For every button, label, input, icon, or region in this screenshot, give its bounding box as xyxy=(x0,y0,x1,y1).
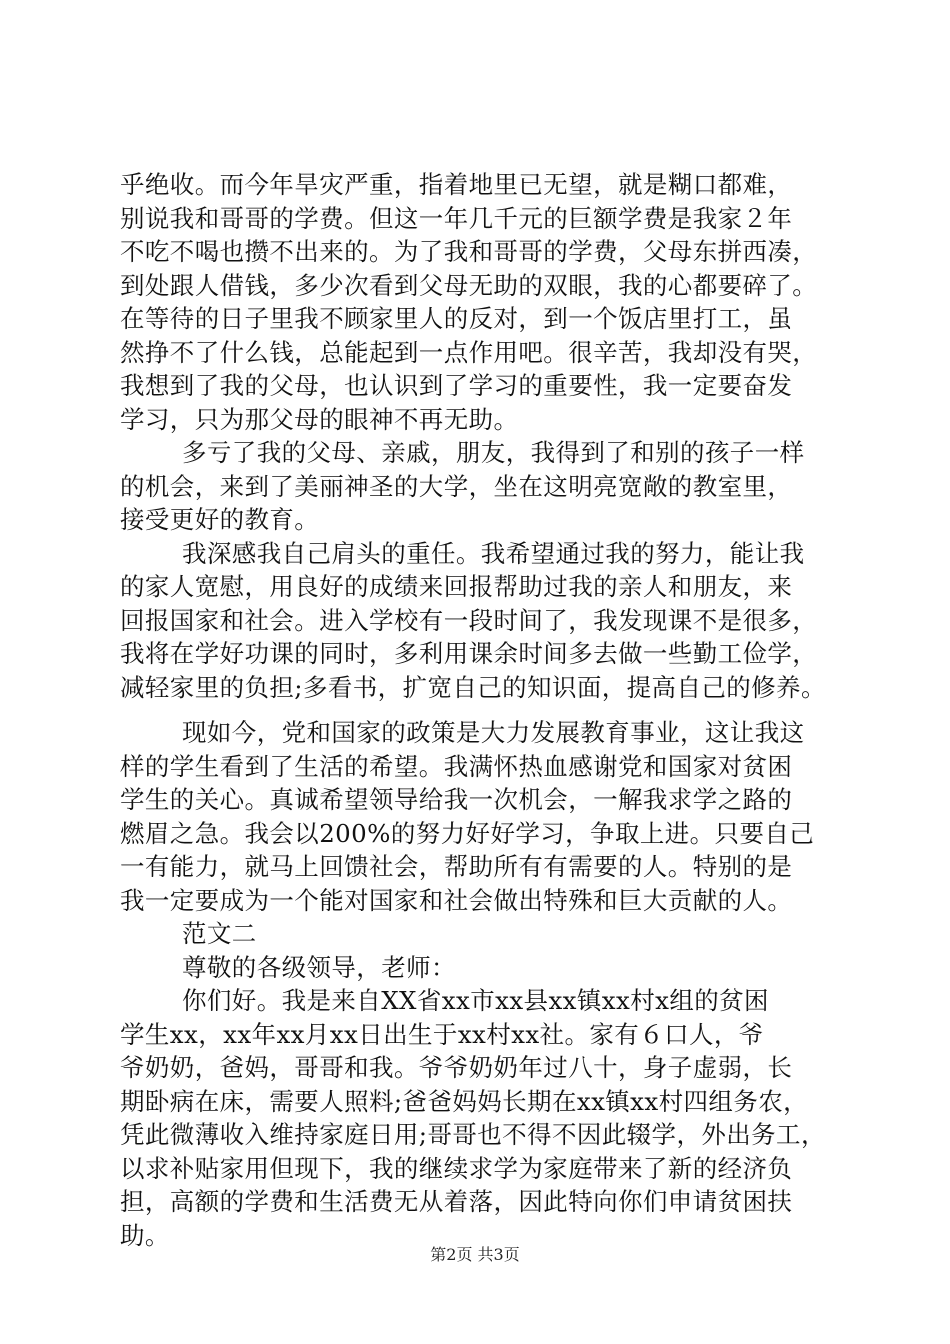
text-line: 的家人宽慰，用良好的成绩来回报帮助过我的亲人和朋友，来 xyxy=(120,572,793,601)
text-line: 多亏了我的父母、亲戚，朋友，我得到了和别的孩子一样 xyxy=(182,438,805,467)
text-line: 燃眉之急。我会以200%的努力好好学习，争取上进。只要自己 xyxy=(120,818,815,848)
text-line: 然挣不了什么钱，总能起到一点作用吧。很辛苦，我却没有哭， xyxy=(120,337,818,367)
text-line: 凭此微薄收入维持家庭日用;哥哥也不得不因此辍学，外出务工， xyxy=(120,1120,826,1149)
text-line: 现如今，党和国家的政策是大力发展教育事业，这让我这 xyxy=(182,718,805,747)
text-line: 爷奶奶，爸妈，哥哥和我。爷爷奶奶年过八十，身子虚弱，长 xyxy=(120,1053,793,1082)
text-line: 助。 xyxy=(120,1220,170,1250)
text-line: 我深感我自己肩头的重任。我希望通过我的努力，能让我 xyxy=(182,538,805,568)
text-line: 学生的关心。真诚希望领导给我一次机会，一解我求学之路的 xyxy=(120,785,793,814)
text-line: 回报国家和社会。进入学校有一段时间了，我发现课不是很多， xyxy=(120,605,818,635)
text-line: 到处跟人借钱，多少次看到父母无助的双眼，我的心都要碎了。 xyxy=(120,270,818,300)
text-line: 你们好。我是来自XX省xx市xx县xx镇xx村x组的贫困 xyxy=(182,986,769,1015)
page-footer: 第2页 共3页 xyxy=(430,1245,520,1264)
text-line: 我一定要成为一个能对国家和社会做出特殊和巨大贡献的人。 xyxy=(120,885,793,915)
text-line: 学习，只为那父母的眼神不再无助。 xyxy=(120,404,519,434)
text-line: 我将在学好功课的同时，多利用课余时间多去做一些勤工俭学， xyxy=(120,639,818,668)
text-line: 接受更好的教育。 xyxy=(120,505,320,534)
text-line: 学生xx，xx年xx月xx日出生于xx村xx社。家有６口人，爷 xyxy=(120,1019,764,1049)
text-line: 别说我和哥哥的学费。但这一年几千元的巨额学费是我家２年 xyxy=(120,203,793,233)
text-line: 乎绝收。而今年旱灾严重，指着地里已无望，就是糊口都难， xyxy=(120,170,793,199)
text-line: 范文二 xyxy=(182,919,257,948)
text-line: 我想到了我的父母，也认识到了学习的重要性，我一定要奋发 xyxy=(120,371,793,400)
text-line: 不吃不喝也攒不出来的。为了我和哥哥的学费，父母东拼西凑， xyxy=(120,237,818,266)
text-line: 的机会，来到了美丽神圣的大学，坐在这明亮宽敞的教室里， xyxy=(120,471,793,501)
document-body xyxy=(120,168,850,1252)
text-line: 尊敬的各级领导，老师： xyxy=(182,952,456,982)
text-line: 减轻家里的负担;多看书，扩宽自己的知识面，提高自己的修养。 xyxy=(120,672,826,702)
text-line: 期卧病在床，需要人照料;爸爸妈妈长期在xx镇xx村四组务农， xyxy=(120,1086,809,1116)
paragraph-gap xyxy=(120,704,850,716)
text-line: 一有能力，就马上回馈社会，帮助所有有需要的人。特别的是 xyxy=(120,852,793,881)
text-line: 以求补贴家用但现下，我的继续求学为家庭带来了新的经济负 xyxy=(120,1153,793,1183)
text-line: 在等待的日子里我不顾家里人的反对，到一个饭店里打工，虽 xyxy=(120,304,793,333)
text-line: 担，高额的学费和生活费无从着落，因此特向你们申请贫困扶 xyxy=(120,1187,793,1216)
text-line: 样的学生看到了生活的希望。我满怀热血感谢党和国家对贫困 xyxy=(120,751,793,781)
